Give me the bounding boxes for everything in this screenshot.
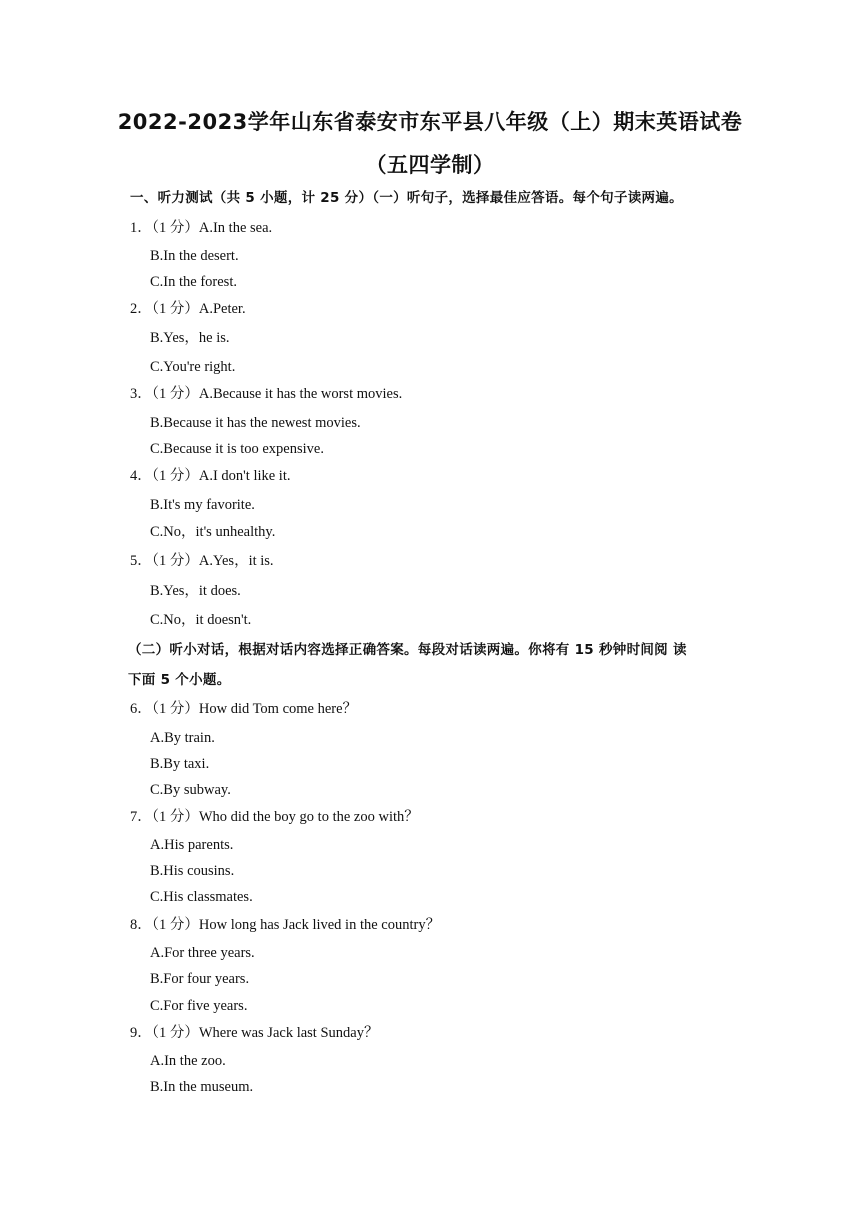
answer-option: C.By subway. bbox=[150, 782, 231, 798]
question-stem: 7．（1 分）Who did the boy go to the zoo with？ bbox=[130, 809, 419, 825]
question-stem: 1．（1 分）A.In the sea. bbox=[130, 220, 273, 236]
question-stem: 2．（1 分）A.Peter. bbox=[130, 301, 246, 317]
answer-option: A.For three years. bbox=[150, 945, 255, 961]
exam-title-line2: （五四学制） bbox=[365, 153, 495, 177]
answer-option: B.Yes，it does. bbox=[150, 583, 241, 599]
answer-option: A.His parents. bbox=[150, 837, 234, 853]
answer-option: B.Because it has the newest movies. bbox=[150, 415, 361, 431]
answer-option: B.It's my favorite. bbox=[150, 497, 255, 513]
answer-option: B.By taxi. bbox=[150, 756, 210, 772]
answer-option: C.You're right. bbox=[150, 359, 236, 375]
answer-option: B.Yes，he is. bbox=[150, 330, 230, 346]
answer-option: C.In the forest. bbox=[150, 274, 237, 290]
answer-option: B.In the desert. bbox=[150, 248, 239, 264]
answer-option: C.No，it's unhealthy. bbox=[150, 524, 276, 540]
answer-option: A.By train. bbox=[150, 730, 215, 746]
answer-option: C.No，it doesn't. bbox=[150, 612, 252, 628]
section-heading-listening: 一、听力测试（共 5 小题，计 25 分）（一）听句子，选择最佳应答语。每个句子读两遍。 bbox=[130, 190, 683, 206]
question-stem: 4．（1 分）A.I don't like it. bbox=[130, 468, 291, 484]
question-stem: 9．（1 分）Where was Jack last Sunday？ bbox=[130, 1025, 379, 1041]
exam-title-line1: 2022-2023学年山东省泰安市东平县八年级（上）期末英语试卷 bbox=[117, 110, 743, 134]
question-stem: 6．（1 分）How did Tom come here？ bbox=[130, 701, 358, 717]
answer-option: C.Because it is too expensive. bbox=[150, 441, 324, 457]
question-stem: 8．（1 分）How long has Jack lived in the country？ bbox=[130, 917, 441, 933]
section-heading-dialogues: （二）听小对话，根据对话内容选择正确答案。每段对话读两遍。你将有 15 秒钟时间阅 读 bbox=[128, 642, 687, 658]
answer-option: B.In the museum. bbox=[150, 1079, 254, 1095]
answer-option: C.For five years. bbox=[150, 998, 248, 1014]
answer-option: A.In the zoo. bbox=[150, 1053, 226, 1069]
question-stem: 5．（1 分）A.Yes，it is. bbox=[130, 553, 274, 569]
answer-option: C.His classmates. bbox=[150, 889, 253, 905]
answer-option: B.For four years. bbox=[150, 971, 250, 987]
question-stem: 3．（1 分）A.Because it has the worst movies. bbox=[130, 386, 403, 402]
answer-option: B.His cousins. bbox=[150, 863, 235, 879]
section-heading-dialogues-cont: 下面 5 个小题。 bbox=[128, 672, 231, 688]
